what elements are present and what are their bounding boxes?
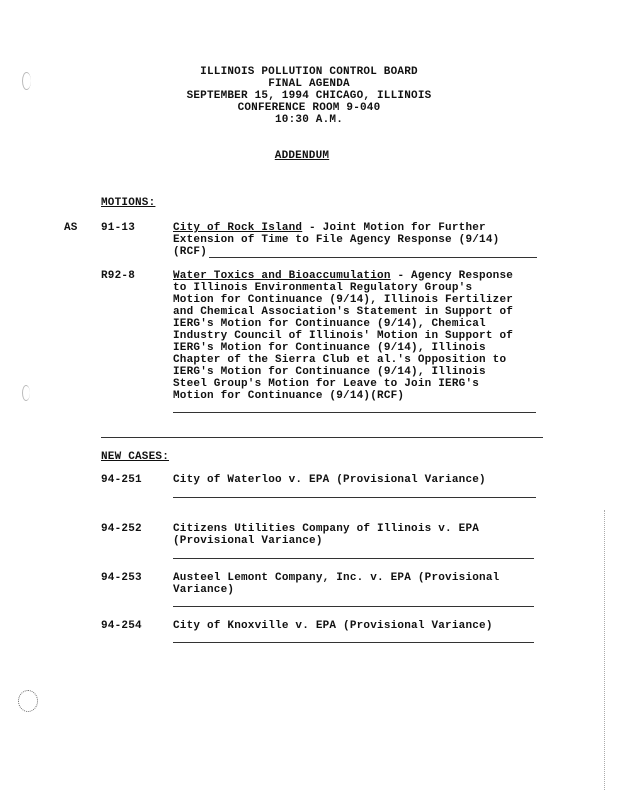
motion-line: Motion for Continuance (9/14)(RCF): [173, 390, 405, 402]
motion-line: to Illinois Environmental Regulatory Group's: [173, 282, 473, 294]
board-name: ILLINOIS POLLUTION CONTROL BOARD: [200, 66, 418, 78]
motion-line: - Joint Motion for Further: [302, 222, 486, 234]
case-line: City of Knoxville v. EPA (Provisional Variance): [173, 620, 493, 632]
case-text: [173, 474, 486, 486]
motion-label: AS: [64, 222, 78, 234]
signature-line: [173, 606, 534, 607]
motion-number: 91-13: [101, 222, 136, 234]
page-edge-artifact: [604, 510, 605, 790]
case-line: Citizens Utilities Company of Illinois v. EPA: [173, 523, 480, 535]
motion-title: City of Rock Island: [173, 222, 303, 234]
motion-line: and Chemical Association's Statement in Support of: [173, 306, 514, 318]
motion-line: IERG's Motion for Continuance (9/14), Illinois: [173, 342, 486, 354]
motion-line: Steel Group's Motion for Leave to Join IERG's: [173, 378, 480, 390]
case-number: 94-253: [101, 572, 142, 584]
motions-heading: MOTIONS:: [101, 197, 156, 209]
meeting-room: CONFERENCE ROOM 9-040: [237, 102, 381, 114]
case-text: [173, 620, 493, 632]
motion-text: [173, 222, 499, 258]
signature-line: [173, 558, 534, 559]
addendum-heading: ADDENDUM: [274, 150, 330, 162]
meeting-time: 10:30 A.M.: [274, 114, 343, 126]
agenda-title: FINAL AGENDA: [268, 78, 350, 90]
case-line: Austeel Lemont Company, Inc. v. EPA (Provisional: [173, 572, 500, 584]
motion-number: R92-8: [101, 270, 136, 282]
motion-line: - Agency Response: [390, 270, 514, 282]
motion-line: Industry Council of Illinois' Motion in Support of: [173, 330, 514, 342]
binder-hole-mark: [22, 385, 30, 401]
signature-line: [173, 642, 534, 643]
motion-line: Motion for Continuance (9/14), Illinois Fertilizer: [173, 294, 514, 306]
case-number: 94-252: [101, 523, 142, 535]
section-divider: [101, 437, 543, 438]
motion-title: Water Toxics and Bioaccumulation: [173, 270, 391, 282]
binder-hole-mark: [18, 690, 38, 712]
case-text: [173, 572, 499, 596]
case-line: Variance): [173, 584, 235, 596]
agenda-header: [0, 66, 618, 126]
motion-line: (RCF): [173, 246, 208, 258]
case-number: 94-251: [101, 474, 142, 486]
signature-line: [173, 497, 536, 498]
motion-line: IERG's Motion for Continuance (9/14), Chemical: [173, 318, 486, 330]
meeting-date-location: SEPTEMBER 15, 1994 CHICAGO, ILLINOIS: [186, 90, 432, 102]
case-line: (Provisional Variance): [173, 535, 323, 547]
motion-text: [173, 270, 513, 402]
binder-hole-mark: [22, 72, 31, 90]
motion-line: Extension of Time to File Agency Response (9/14): [173, 234, 500, 246]
case-line: City of Waterloo v. EPA (Provisional Variance): [173, 474, 486, 486]
signature-line: [173, 412, 536, 413]
motion-line: IERG's Motion for Continuance (9/14), Illinois: [173, 366, 486, 378]
case-text: [173, 523, 479, 547]
case-number: 94-254: [101, 620, 142, 632]
signature-line: [209, 257, 537, 258]
motion-line: Chapter of the Sierra Club et al.'s Opposition to: [173, 354, 507, 366]
new-cases-heading: NEW CASES:: [101, 451, 170, 463]
